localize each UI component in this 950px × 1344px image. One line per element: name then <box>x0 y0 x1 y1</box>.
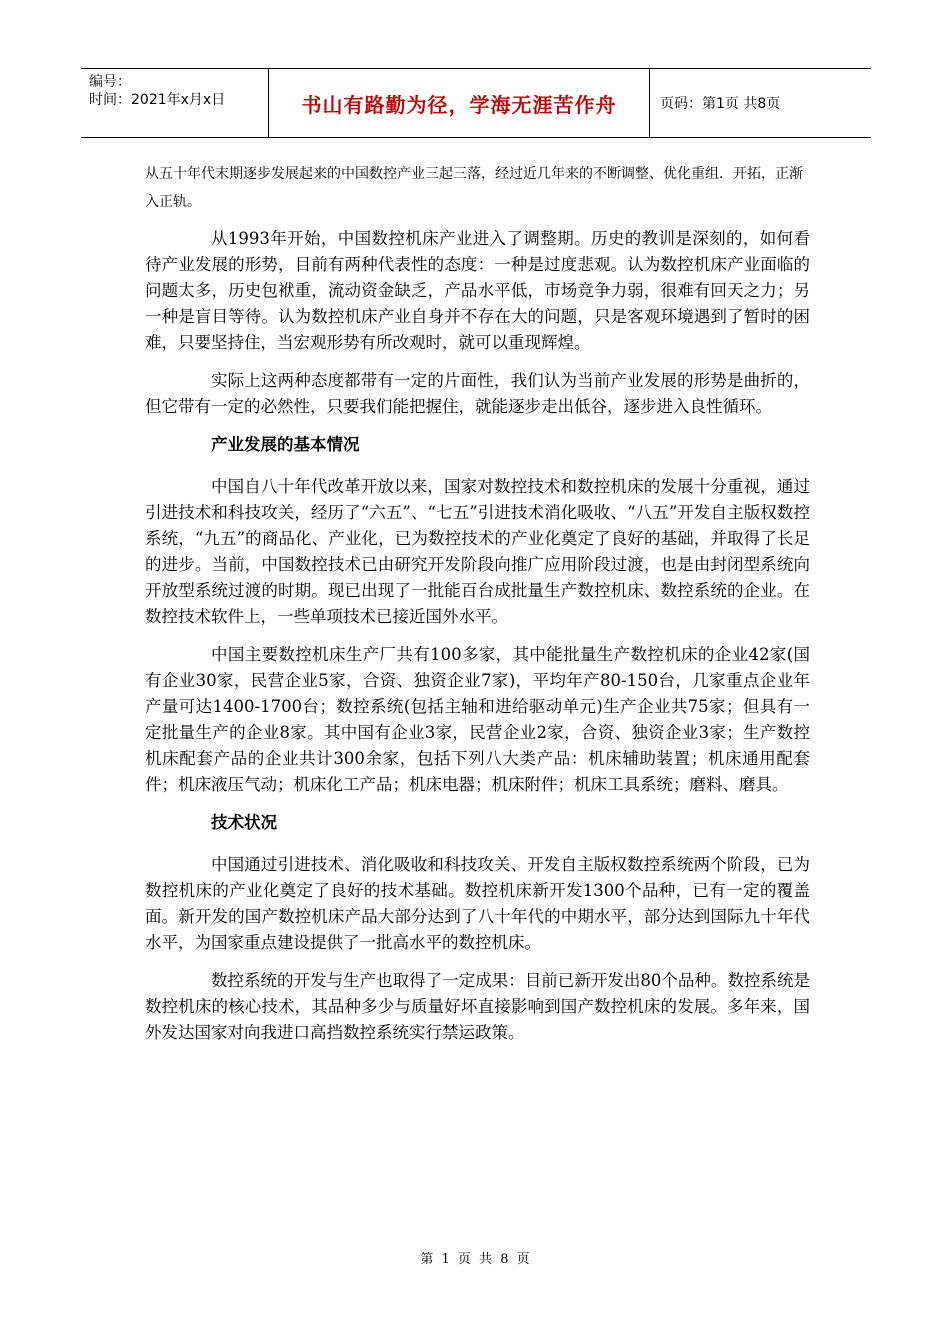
header-meta <box>81 69 269 137</box>
intro-paragraph: 从五十年代末期逐步发展起来的中国数控产业三起三落，经过近几年来的不断调整、优化重组．开拓，正渐入正轨。 <box>145 166 803 210</box>
header-motto: 书山有路勤为径，学海无涯苦作舟 <box>269 69 650 137</box>
document-body <box>145 160 810 1058</box>
paragraph-3: 中国自八十年代改革开放以来，国家对数控技术和数控机床的发展十分重视，通过引进技术和科技攻关，经历了“六五”、“七五”引进技术消化吸收、“八五”开发自主版权数控系统，“九五”的商品化、产业化，已为数控技术的产业化奠定了良好的基础，并取得了长足的进步。当前，中国数控技术已由研究开发阶段向推广应用阶段过渡，也是由封闭型系统向开放型系统过渡的时期。现已出现了一批能百台成批量生产数控机床、数控系统的企业。在数控技术软件上，一些单项技术已接近国外水平。 <box>145 477 810 626</box>
section-heading-technology: 技术状况 <box>211 813 277 832</box>
section-heading-industry: 产业发展的基本情况 <box>211 435 360 454</box>
paragraph-4: 中国主要数控机床生产厂共有100多家，其中能批量生产数控机床的企业42家(国有企业30家，民营企业5家，合资、独资企业7家)，平均年产80-150台，几家重点企业年产量可达1400-1700台；数控系统(包括主轴和进给驱动单元)生产企业共75家；但具有一定批量生产的企业8家。其中国有企业3家，民营企业2家，合资、独资企业3家；生产数控机床配套产品的企业共计300余家，包括下列八大类产品：机床辅助装置；机床通用配套件；机床液压气动；机床化工产品；机床电器；机床附件；机床工具系统；磨料、磨具。 <box>145 645 810 794</box>
page-footer: 第 1 页 共 8 页 <box>420 1252 530 1267</box>
paragraph-6: 数控系统的开发与生产也取得了一定成果：目前已新开发出80个品种。数控系统是数控机床的核心技术，其品种多少与质量好坏直接影响到国产数控机床的发展。多年来，国外发达国家对向我进口高挡数控系统实行禁运政策。 <box>145 971 810 1042</box>
paragraph-2: 实际上这两种态度都带有一定的片面性，我们认为当前产业发展的形势是曲折的，但它带有一定的必然性，只要我们能把握住，就能逐步走出低谷，逐步进入良性循环。 <box>145 371 810 416</box>
header-page-info: 页码：第1页 共8页 <box>660 96 781 112</box>
paragraph-1: 从1993年开始，中国数控机床产业进入了调整期。历史的教训是深刻的，如何看待产业发展的形势，目前有两种代表性的态度：一种是过度悲观。认为数控机床产业面临的问题太多，历史包袱重，流动资金缺乏，产品水平低，市场竞争力弱，很难有回天之力；另一种是盲目等待。认为数控机床产业自身并不存在大的问题，只是客观环境遇到了暂时的困难，只要坚持住，当宏观形势有所改观时，就可以重现辉煌。 <box>145 229 810 352</box>
paragraph-5: 中国通过引进技术、消化吸收和科技攻关、开发自主版权数控系统两个阶段，已为数控机床的产业化奠定了良好的技术基础。数控机床新开发1300个品种，已有一定的覆盖面。新开发的国产数控机床产品大部分达到了八十年代的中期水平，部分达到国际九十年代水平，为国家重点建设提供了一批高水平的数控机床。 <box>145 855 810 952</box>
page-header <box>81 68 871 138</box>
document-number-label: 编号： <box>89 74 131 90</box>
document-date: 时间：2021年x月x日 <box>89 92 226 108</box>
